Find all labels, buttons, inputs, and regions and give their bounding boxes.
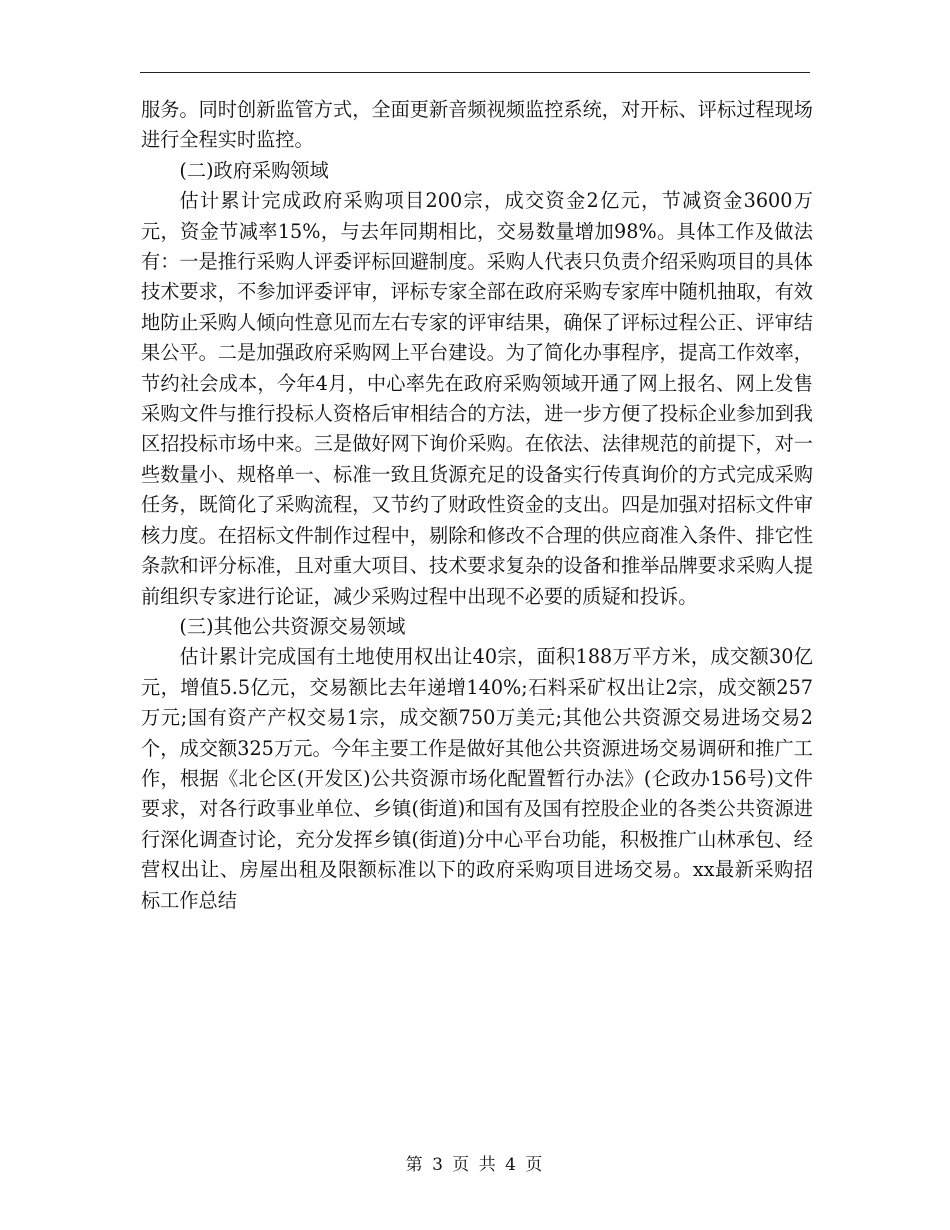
paragraph-continuation: 服务。同时创新监管方式，全面更新音频视频监控系统，对开标、评标过程现场进行全程实时监控。 [141,98,813,152]
header-rule [140,72,810,73]
section-heading-other-public-resources: (三)其他公共资源交易领域 [179,614,406,638]
document-body [141,95,813,916]
section-heading-government-procurement: (二)政府采购领域 [179,158,329,182]
page-number-footer: 第 3 页 共 4 页 [405,1155,545,1175]
paragraph-government-procurement: 估计累计完成政府采购项目200宗，成交资金2亿元，节减资金3600万元，资金节减率15%，与去年同期相比，交易数量增加98%。具体工作及做法有：一是推行采购人评委评标回避制度。采购人代表只负责介绍采购项目的具体技术要求，不参加评委评审，评标专家全部在政府采购专家库中随机抽取，有效地防止采购人倾向性意见而左右专家的评审结果，确保了评标过程公正、评审结果公平。二是加强政府采购网上平台建设。为了简化办事程序，提高工作效率，节约社会成本，今年4月，中心率先在政府采购领域开通了网上报名、网上发售采购文件与推行投标人资格后审相结合的方法，进一步方便了投标企业参加到我区招投标市场中来。三是做好网下询价采购。在依法、法律规范的前提下，对一些数量小、规格单一、标准一致且货源充足的设备实行传真询价的方式完成采购任务，既简化了采购流程，又节约了财政性资金的支出。四是加强对招标文件审核力度。在招标文件制作过程中，剔除和修改不合理的供应商准入条件、排它性条款和评分标准，且对重大项目、技术要求复杂的设备和推举品牌要求采购人提前组织专家进行论证，减少采购过程中出现不必要的质疑和投诉。 [141,189,813,608]
paragraph-other-public-resources: 估计累计完成国有土地使用权出让40宗，面积188万平方米，成交额30亿元，增值5.5亿元，交易额比去年递增140%;石料采矿权出让2宗，成交额257万元;国有资产产权交易1宗，成交额750万美元;其他公共资源交易进场交易2个，成交额325万元。今年主要工作是做好其他公共资源进场交易调研和推广工作，根据《北仑区(开发区)公共资源市场化配置暂行办法》(仑政办156号)文件要求，对各行政事业单位、乡镇(街道)和国有及国有控股企业的各类公共资源进行深化调查讨论，充分发挥乡镇(街道)分中心平台功能，积极推广山林承包、经营权出让、房屋出租及限额标准以下的政府采购项目进场交易。xx最新采购招标工作总结 [141,645,813,912]
